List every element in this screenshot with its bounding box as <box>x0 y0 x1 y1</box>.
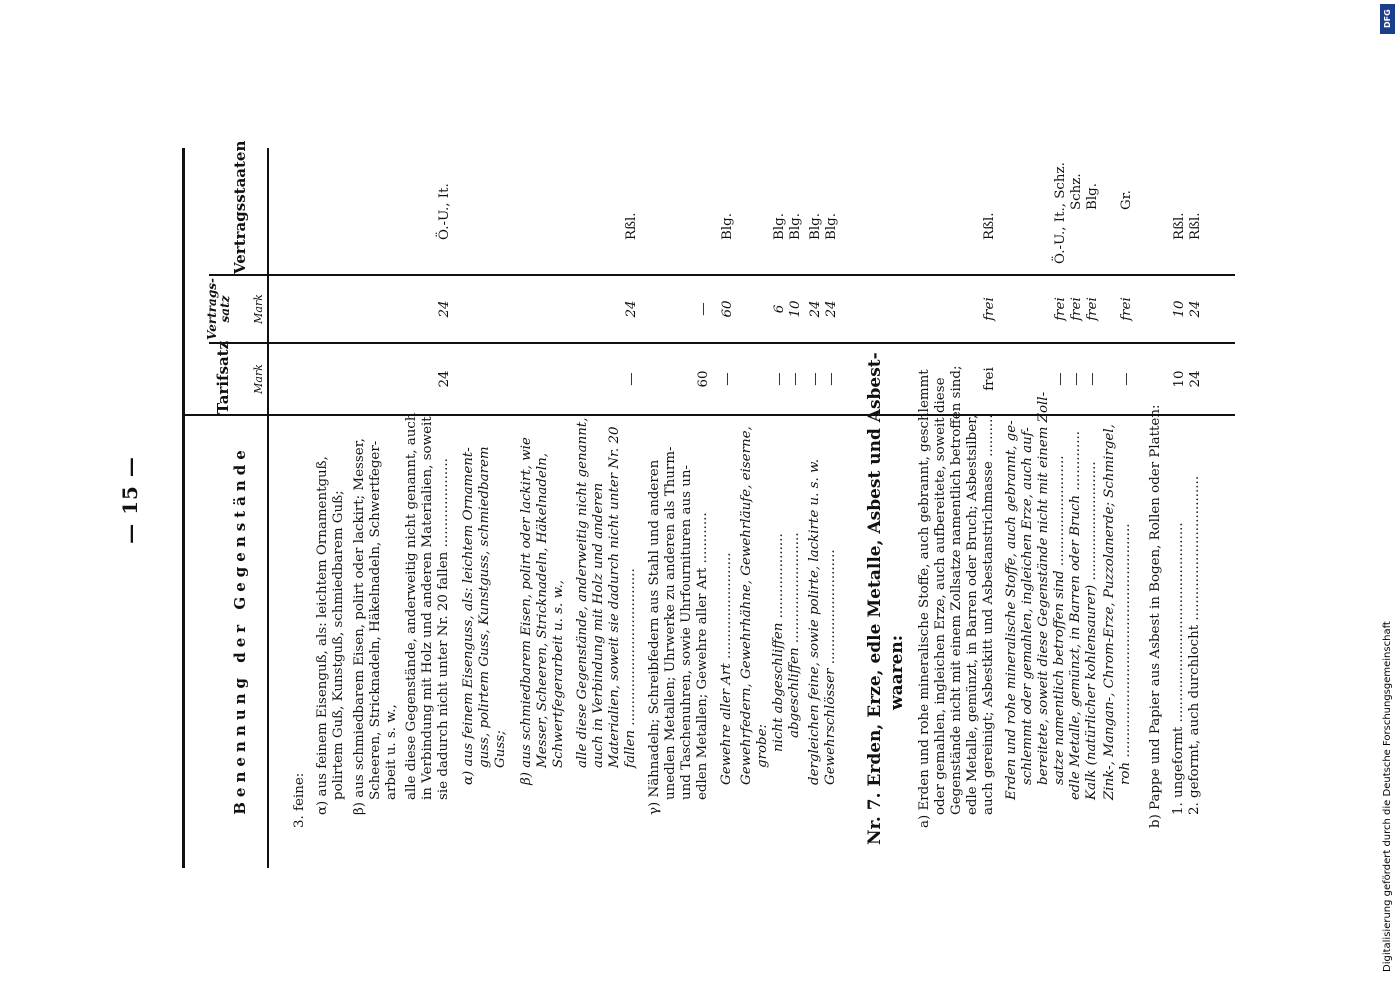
line: alle diese Gegenstände, anderweitig nicht genannt, auch <box>404 412 419 800</box>
state-value: Rßl. <box>624 212 639 240</box>
tariff-value: — <box>1085 372 1100 386</box>
line: edle Metalle, gemünzt, in Barren oder Bruch; Asbestsilber, <box>965 414 980 815</box>
line: a) Erden und rohe mineralische Stoffe, auch gebrannt, geschlemmt <box>917 369 932 828</box>
contract-value: 24 <box>624 300 639 318</box>
contract-value: frei <box>1053 297 1068 321</box>
digitization-credit <box>1378 0 1397 1000</box>
state-value: Rßl. <box>1188 212 1203 240</box>
line: alle diese Gegenstände, anderweitig nicht genannt, <box>575 417 590 768</box>
contract-value: 24 <box>824 300 839 318</box>
contract-value: 6 <box>772 304 787 314</box>
state-value: Rßl. <box>1172 212 1187 240</box>
line: auch in Verbindung mit Holz und anderen <box>591 482 606 768</box>
line: Messer, Scheeren, Stricknadeln, Häkelnadeln, <box>535 453 550 768</box>
line: abgeschliffen .......................... <box>787 532 802 738</box>
line: Gewehrschlösser ........................... <box>823 549 838 785</box>
contract-value: 24 <box>437 300 452 318</box>
tariff-value: 60 <box>696 370 711 388</box>
tariff-value: 24 <box>437 370 452 388</box>
state-value: Schz. <box>1069 173 1084 210</box>
line: Materialien, soweit sie dadurch nicht unter Nr. 20 <box>607 426 622 768</box>
state-value: Blg. <box>808 213 823 240</box>
state-value: Gr. <box>1119 190 1134 210</box>
credit-text: Digitalisierung gefördert durch die Deutsche Forschungsgemeinschaft <box>1382 621 1393 972</box>
line: Guss; <box>493 730 508 768</box>
line: Gegenstände nicht mit einem Zollsatze namentlich betroffen sind; <box>949 365 964 815</box>
tariff-value: — <box>624 372 639 386</box>
line: in Verbindung mit Holz und anderen Materialien, soweit <box>420 416 435 800</box>
header-description: Benennung der Gegenstände <box>231 445 249 815</box>
line: 2. geformt, auch durchlocht .................................. <box>1187 475 1202 815</box>
contract-value: frei <box>1069 297 1084 321</box>
line: fallen ..................................... <box>623 568 638 768</box>
top-rule <box>182 148 185 868</box>
section-heading: Nr. 7. Erden, Erze, edle Metalle, Asbest und Asbest- <box>865 352 885 845</box>
line: polirtem Guß, Kunstguß, schmiedbarem Guß; <box>331 490 346 800</box>
line: Schwertfegerarbeit u. s. w., <box>551 580 566 768</box>
contract-value: frei <box>1119 297 1134 321</box>
tariff-value: — <box>1069 372 1084 386</box>
header-tariff-unit: Mark <box>252 364 265 394</box>
line: dergleichen feine, sowie polirte, lackirte u. s. w. <box>807 458 822 785</box>
contract-value: 60 <box>720 300 735 318</box>
state-value: Rßl. <box>982 212 997 240</box>
line: schlemmt oder gemahlen, ingleichen Erze, auch auf- <box>1020 427 1035 785</box>
line: Gewehrfedern, Gewehrhähne, Gewehrläufe, eiserne, <box>739 426 754 785</box>
contract-value: 24 <box>1188 300 1203 318</box>
line: oder gemahlen, ingleichen Erze, auch aufbereitete, soweit diese <box>933 377 948 815</box>
line: roh ....................................................... <box>1118 523 1133 785</box>
line: γ) Nähnadeln; Schreibfedern aus Stahl und anderen <box>647 459 662 815</box>
tariff-value: 10 <box>1172 370 1187 388</box>
line: arbeit u. s. w., <box>384 704 399 800</box>
tariff-value: frei <box>982 367 997 391</box>
line: und Taschenuhren, sowie Uhrfournituren aus un- <box>679 464 694 800</box>
tariff-value: — <box>788 372 803 386</box>
header-states: Vertragsstaaten <box>231 140 249 274</box>
state-value: Blg. <box>1085 183 1100 210</box>
line: unedlen Metallen; Uhrwerke zu anderen als Thurm- <box>663 446 678 800</box>
state-value: Blg. <box>772 213 787 240</box>
contract-value: — <box>696 302 711 316</box>
tariff-value: — <box>824 372 839 386</box>
state-value: Blg. <box>788 213 803 240</box>
line: auch gereinigt; Asbestkitt und Asbestanstrichmasse .......... <box>981 414 996 815</box>
line: Erden und rohe mineralische Stoffe, auch gebrannt, ge- <box>1004 420 1019 800</box>
tariff-value: — <box>720 372 735 386</box>
contract-value: frei <box>982 297 997 321</box>
state-value: Blg. <box>824 213 839 240</box>
contract-value: frei <box>1085 297 1100 321</box>
state-value: Ö.-U., It., Schz. <box>1053 162 1068 264</box>
tariff-value: — <box>1119 372 1134 386</box>
line: β) aus schmiedbarem Eisen, polirt oder lackirt, wie <box>519 437 534 785</box>
line: Zink-, Mangan-, Chrom-Erze, Puzzolanerde; Schmirgel, <box>1102 424 1117 800</box>
header-contract: Vertrags-satz <box>205 278 232 340</box>
line-3-feine: 3. feine: <box>292 772 307 828</box>
header-rule <box>267 148 269 868</box>
section-heading-cont: waaren: <box>887 634 907 710</box>
contract-value: 10 <box>788 300 803 318</box>
line: edlen Metallen; Gewehre aller Art ............ <box>695 512 710 800</box>
dfg-logo-icon: DFG <box>1380 4 1395 34</box>
contract-value: 24 <box>808 300 823 318</box>
line: Scheeren, Stricknadeln, Häkelnadeln, Schwertfeger- <box>368 440 383 800</box>
line: β) aus schmiedbarem Eisen, polirt oder lackirt; Messer, <box>352 438 367 815</box>
line: grobe: <box>755 723 770 768</box>
line: Kalk (natürlicher kohlensaurer) ............................ <box>1084 461 1099 800</box>
line: sie dadurch nicht unter Nr. 20 fallen ..................... <box>436 458 451 800</box>
page-number: — 15 — <box>118 456 142 544</box>
tariff-value: 24 <box>1188 370 1203 388</box>
tariff-value: — <box>772 372 787 386</box>
line: satze namentlich betroffen sind .......................... <box>1052 455 1067 785</box>
line: Gewehre aller Art ......................... <box>719 552 734 785</box>
tariff-value: — <box>808 372 823 386</box>
contract-value: 10 <box>1172 300 1187 318</box>
line: b) Pappe und Papier aus Asbest in Bogen, Rollen oder Platten: <box>1148 404 1163 828</box>
line: α) aus feinem Eisenguß, als: leichtem Ornamentguß, <box>315 456 330 815</box>
line: edle Metalle, gemünzt, in Barren oder Bruch .............. <box>1068 430 1083 800</box>
state-value: Blg. <box>720 213 735 240</box>
line: guss, polirtem Guss, Kunstguss, schmiedbarem <box>477 446 492 768</box>
line: α) aus feinem Eisenguss, als: leichtem Ornament- <box>461 447 476 785</box>
state-value: Ö.-U., It. <box>437 183 452 240</box>
col-divider-1 <box>182 414 1235 416</box>
line: bereitete, soweit diese Gegenstände nicht mit einem Zoll- <box>1036 391 1051 785</box>
header-tariff: Tarifsatz <box>214 340 232 414</box>
tariff-value: — <box>1053 372 1068 386</box>
line: nicht abgeschliffen .................... <box>771 533 786 752</box>
line: 1. ungeformt ............................................... <box>1171 522 1186 815</box>
header-contract-unit: Mark <box>252 294 265 324</box>
